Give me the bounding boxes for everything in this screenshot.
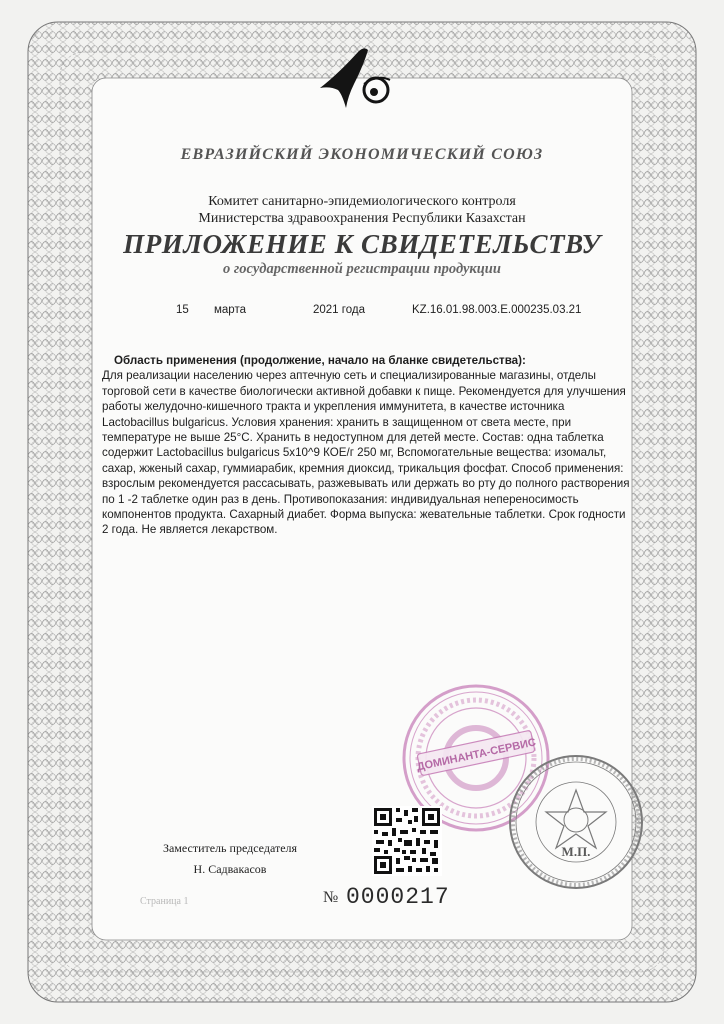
body-line: взрослым рекомендуется рассасывать, разжевывать или держать во рту до полного растворения [102, 477, 630, 491]
company-stamp-text: ДОМИНАНТА-СЕРВИС [415, 736, 538, 774]
application-area-heading: Область применения (продолжение, начало на бланке свидетельства): [114, 354, 526, 367]
body-line: температуре не выше 25°C. Хранить в недоступном для детей месте. Состав: одна таблетка [102, 431, 604, 445]
date-month: марта [214, 304, 246, 316]
body-line: содержит Lactobacillus bulgaricus 5x10^9 КОЕ/г 250 мг, Вспомогательные вещества: изомальт, [102, 446, 607, 460]
body-line: 2 года. Не является лекарством. [102, 523, 278, 537]
registration-number: KZ.16.01.98.003.E.000235.03.21 [412, 304, 582, 316]
body-line: Для реализации населению через аптечную сеть и специализированные магазины, отделы [102, 369, 596, 383]
date-year: 2021 года [313, 304, 365, 316]
committee-line-1: Комитет санитарно-эпидемиологического контроля [208, 194, 516, 209]
body-line: Lactobacillus bulgaricus. Условия хранения: хранить в защищенном от света месте, при [102, 415, 572, 429]
body-line: по 1 -2 таблетке один раз в день. Противопоказания: индивидуальная непереносимость [102, 492, 579, 506]
union-logo [318, 44, 394, 114]
number-sign: № [323, 889, 339, 906]
application-area [102, 353, 638, 538]
signatory-position: Заместитель председателя [162, 841, 298, 855]
date-day: 15 [176, 304, 189, 316]
union-name: ЕВРАЗИЙСКИЙ ЭКОНОМИЧЕСКИЙ СОЮЗ [180, 146, 544, 163]
committee-name [0, 193, 724, 227]
committee-line-2: Министерства здравоохранения Республики Казахстан [198, 211, 526, 226]
document-subtitle: о государственной регистрации продукции [223, 261, 501, 277]
official-seal-text: М.П. [561, 844, 591, 859]
page-label: Страница 1 [140, 896, 189, 907]
official-seal [506, 752, 646, 892]
document-title: ПРИЛОЖЕНИЕ К СВИДЕТЕЛЬСТВУ [123, 229, 601, 259]
body-line: компонентов продукта. Сахарный диабет. Форма выпуска: жевательные таблетки. Срок годности [102, 508, 626, 522]
signatory-name: Н. Садвакасов [193, 862, 267, 876]
body-line: торговой сети в качестве биологически активной добавки к пище. Рекомендуется для улучшения [102, 384, 626, 398]
form-serial-number: 0000217 [346, 884, 450, 910]
signatory-block [160, 838, 300, 880]
body-line: работы желудочно-кишечного тракта и укрепления иммунитета, в качестве источника [102, 400, 565, 414]
body-line: сахар, жженый сахар, гуммиарабик, кремния диоксид, трикальция фосфат. Способ применения: [102, 461, 624, 475]
qr-code [372, 806, 442, 876]
